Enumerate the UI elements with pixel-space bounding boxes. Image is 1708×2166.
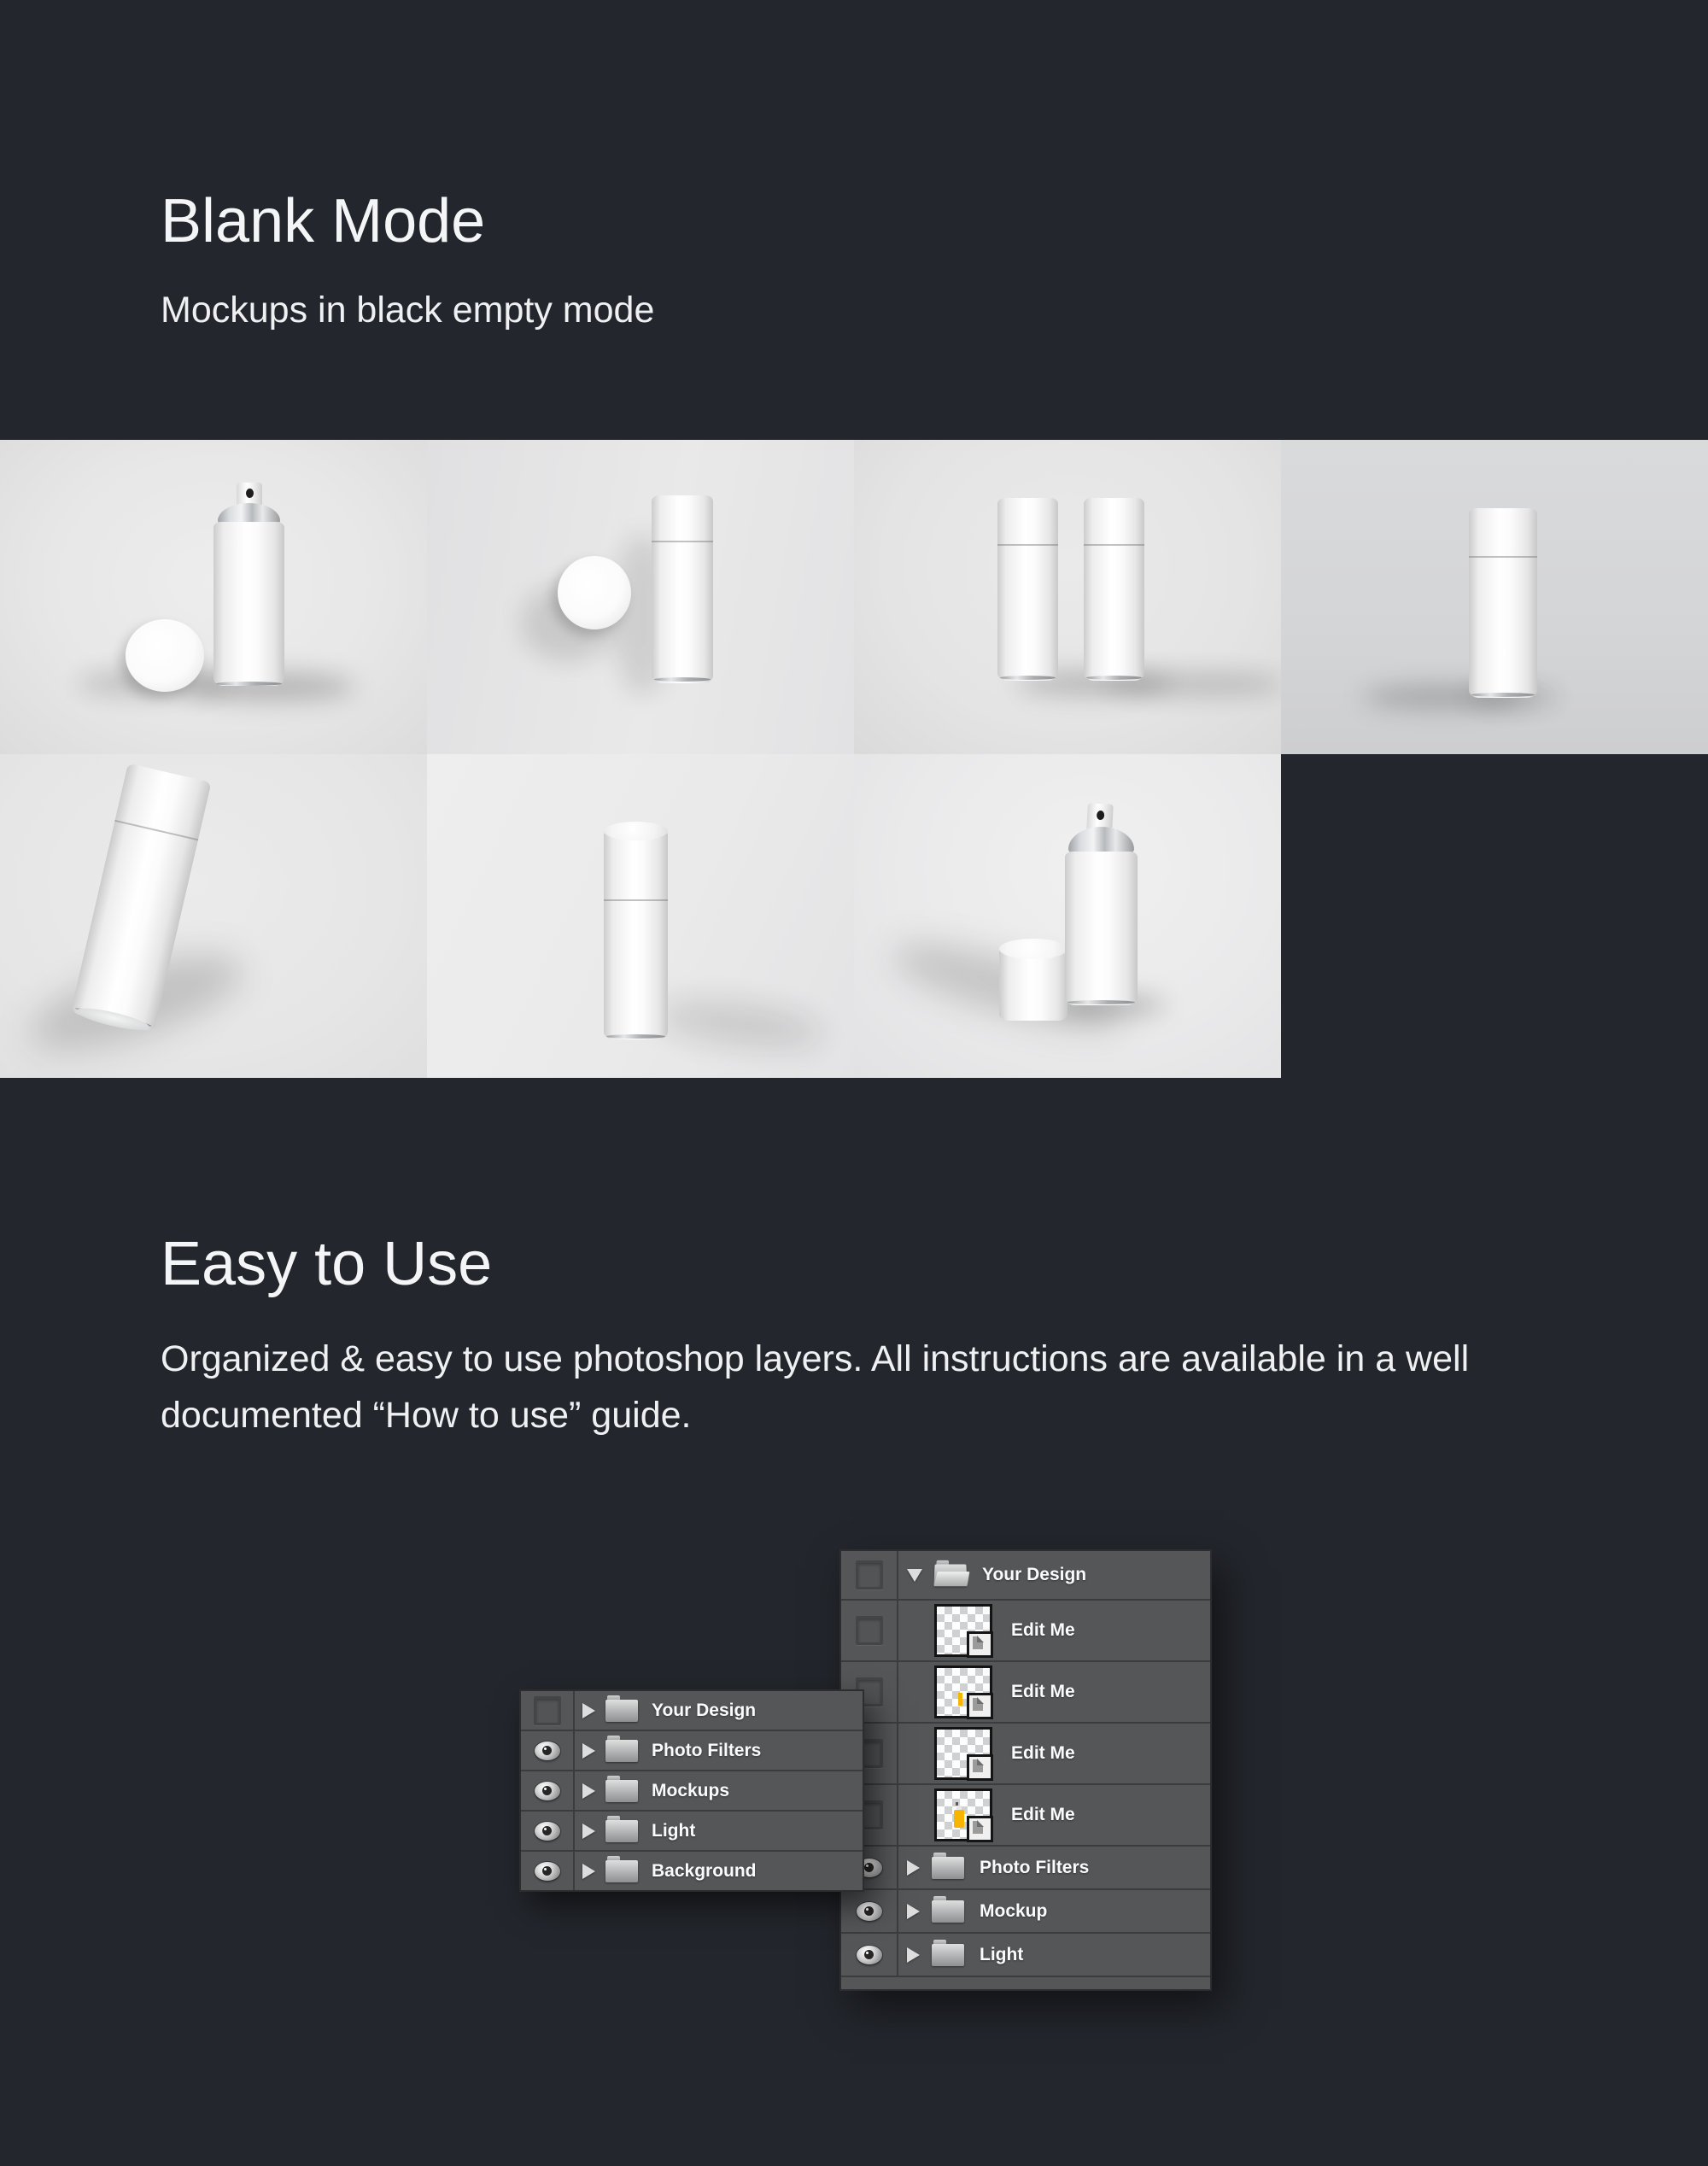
smart-object-thumbnail[interactable] bbox=[934, 1604, 992, 1657]
description-line-1: Organized & easy to use photoshop layers. All instructions are available in a well bbox=[161, 1338, 1470, 1379]
layer-label[interactable]: Edit Me bbox=[1011, 1743, 1075, 1763]
blank-mode-subtitle: Mockups in black empty mode bbox=[161, 290, 655, 331]
expand-triangle-icon[interactable] bbox=[907, 1860, 920, 1876]
folder-open-icon bbox=[933, 1565, 967, 1587]
easy-to-use-description bbox=[161, 1331, 1469, 1443]
cap-top-ellipse bbox=[999, 939, 1068, 959]
layer-label[interactable]: Your Design bbox=[982, 1565, 1087, 1584]
spray-can-body bbox=[1065, 852, 1138, 1005]
layer-row-background[interactable] bbox=[521, 1852, 863, 1890]
mockup-tile-tilted-can bbox=[0, 754, 427, 1078]
layer-label[interactable]: Your Design bbox=[652, 1700, 757, 1720]
mockup-tile-nozzle-can-cap-standing bbox=[854, 754, 1281, 1078]
expand-triangle-icon[interactable] bbox=[582, 1703, 595, 1718]
eye-icon bbox=[857, 1902, 882, 1921]
folder-icon bbox=[605, 1860, 638, 1882]
layer-row-content bbox=[898, 1551, 1210, 1599]
folder-icon bbox=[605, 1740, 638, 1762]
layer-label[interactable]: Edit Me bbox=[1011, 1620, 1075, 1640]
layer-row-content bbox=[575, 1852, 863, 1890]
eye-icon bbox=[857, 1946, 882, 1964]
folder-icon bbox=[932, 1944, 964, 1966]
can-bottom-rim bbox=[1068, 1000, 1134, 1004]
blank-mode-title: Blank Mode bbox=[161, 187, 486, 255]
expand-triangle-icon[interactable] bbox=[582, 1864, 595, 1879]
mockup-tile-two-cans bbox=[854, 440, 1281, 754]
smart-object-thumbnail[interactable] bbox=[934, 1788, 992, 1841]
smart-object-badge-icon bbox=[967, 1816, 993, 1842]
folder-icon bbox=[605, 1700, 638, 1722]
mockup-tile-nozzle-can-cap-leaning bbox=[0, 440, 427, 754]
layers-panel-expanded bbox=[839, 1549, 1212, 1991]
layer-label[interactable]: Light bbox=[980, 1944, 1024, 1964]
expand-triangle-icon[interactable] bbox=[907, 1904, 920, 1919]
visibility-eye-toggle[interactable] bbox=[841, 1934, 898, 1976]
smart-object-badge-icon bbox=[967, 1631, 993, 1658]
layer-row-content bbox=[898, 1662, 1210, 1722]
folder-icon bbox=[605, 1780, 638, 1802]
expand-triangle-icon[interactable] bbox=[582, 1783, 595, 1799]
capped-can bbox=[652, 495, 713, 683]
layer-row-edit-me[interactable] bbox=[841, 1601, 1210, 1662]
collapse-triangle-icon[interactable] bbox=[907, 1569, 922, 1582]
visibility-checkbox-toggle[interactable] bbox=[841, 1551, 898, 1599]
can-bottom-rim bbox=[216, 682, 281, 686]
can-cap-top-view bbox=[558, 556, 631, 629]
smart-object-badge-icon bbox=[967, 1693, 993, 1719]
layer-row-edit-me[interactable] bbox=[841, 1724, 1210, 1785]
layer-row-spacer bbox=[841, 1977, 1210, 1987]
folder-icon bbox=[605, 1820, 638, 1842]
capped-can bbox=[604, 829, 668, 1039]
visibility-eye-toggle[interactable] bbox=[521, 1771, 575, 1810]
expand-triangle-icon[interactable] bbox=[582, 1743, 595, 1759]
folder-icon bbox=[932, 1857, 964, 1879]
thumbnail-yellow-can bbox=[954, 1810, 964, 1828]
visibility-eye-toggle[interactable] bbox=[521, 1812, 575, 1850]
long-shadow bbox=[652, 996, 826, 1052]
layer-row-edit-me[interactable] bbox=[841, 1662, 1210, 1724]
layer-row-content bbox=[898, 1785, 1210, 1845]
layers-panel-collapsed bbox=[519, 1689, 864, 1892]
spray-can-body bbox=[214, 522, 284, 686]
layer-label[interactable]: Mockups bbox=[652, 1780, 730, 1800]
layer-row-content bbox=[898, 1601, 1210, 1660]
visibility-eye-toggle[interactable] bbox=[841, 1890, 898, 1932]
can-cap-standing bbox=[999, 947, 1068, 1021]
eye-icon bbox=[535, 1742, 560, 1760]
layer-row-photo-filters[interactable] bbox=[841, 1847, 1210, 1890]
folder-icon bbox=[932, 1900, 964, 1923]
layer-label[interactable]: Photo Filters bbox=[652, 1740, 762, 1760]
layer-row-mockup[interactable] bbox=[841, 1890, 1210, 1934]
layer-label[interactable]: Edit Me bbox=[1011, 1805, 1075, 1824]
capped-can bbox=[1469, 508, 1537, 698]
layer-label[interactable]: Background bbox=[652, 1860, 757, 1881]
smart-object-thumbnail[interactable] bbox=[934, 1665, 992, 1718]
mockup-tile-single-can bbox=[1281, 440, 1708, 754]
eye-icon bbox=[535, 1862, 560, 1881]
visibility-checkbox-toggle[interactable] bbox=[841, 1601, 898, 1660]
visibility-eye-toggle[interactable] bbox=[521, 1852, 575, 1890]
layer-label[interactable]: Photo Filters bbox=[980, 1857, 1090, 1877]
layer-row-light[interactable] bbox=[841, 1934, 1210, 1977]
layer-row-content bbox=[898, 1934, 1210, 1976]
layer-row-content bbox=[898, 1890, 1210, 1932]
layer-row-your-design[interactable] bbox=[841, 1551, 1210, 1601]
mockup-tile-top-view-cap-circle bbox=[427, 440, 854, 754]
layer-row-content bbox=[898, 1847, 1210, 1888]
cap-top-ellipse bbox=[604, 822, 668, 840]
can-bottom-rim bbox=[654, 677, 711, 682]
layer-row-mockups[interactable] bbox=[521, 1771, 863, 1812]
can-bottom-rim bbox=[1086, 676, 1142, 680]
eye-icon bbox=[535, 1782, 560, 1800]
layer-row-your-design[interactable] bbox=[521, 1691, 863, 1731]
layer-row-content bbox=[575, 1812, 863, 1850]
description-line-2: documented “How to use” guide. bbox=[161, 1395, 692, 1436]
can-bottom-rim bbox=[606, 1034, 665, 1039]
visibility-eye-toggle[interactable] bbox=[521, 1731, 575, 1770]
thumbnail-yellow-mark bbox=[958, 1693, 962, 1706]
layer-row-content bbox=[898, 1724, 1210, 1783]
layer-label[interactable]: Light bbox=[652, 1820, 696, 1841]
layer-row-content bbox=[575, 1771, 863, 1810]
smart-object-thumbnail[interactable] bbox=[934, 1727, 992, 1780]
layer-row-content bbox=[575, 1731, 863, 1770]
expand-triangle-icon[interactable] bbox=[907, 1947, 920, 1963]
capped-can-right bbox=[1084, 498, 1144, 681]
layer-row-edit-me[interactable] bbox=[841, 1785, 1210, 1847]
layer-label[interactable]: Mockup bbox=[980, 1900, 1048, 1921]
layer-row-content bbox=[575, 1691, 863, 1730]
layer-label[interactable]: Edit Me bbox=[1011, 1682, 1075, 1701]
visibility-checkbox-toggle[interactable] bbox=[521, 1691, 575, 1730]
layer-row-photo-filters[interactable] bbox=[521, 1731, 863, 1771]
expand-triangle-icon[interactable] bbox=[582, 1824, 595, 1839]
empty-checkbox-icon bbox=[856, 1616, 883, 1645]
can-bottom-rim bbox=[1471, 693, 1535, 697]
can-bottom-rim bbox=[1000, 676, 1056, 680]
capped-can-left bbox=[997, 498, 1058, 681]
can-cap-disc bbox=[126, 619, 204, 692]
empty-checkbox-icon bbox=[856, 1560, 883, 1589]
smart-object-badge-icon bbox=[967, 1754, 993, 1781]
layer-row-light[interactable] bbox=[521, 1812, 863, 1852]
empty-checkbox-icon bbox=[534, 1696, 561, 1725]
easy-to-use-title: Easy to Use bbox=[161, 1230, 493, 1298]
eye-icon bbox=[535, 1822, 560, 1841]
mockup-tile-high-angle-can bbox=[427, 754, 854, 1078]
